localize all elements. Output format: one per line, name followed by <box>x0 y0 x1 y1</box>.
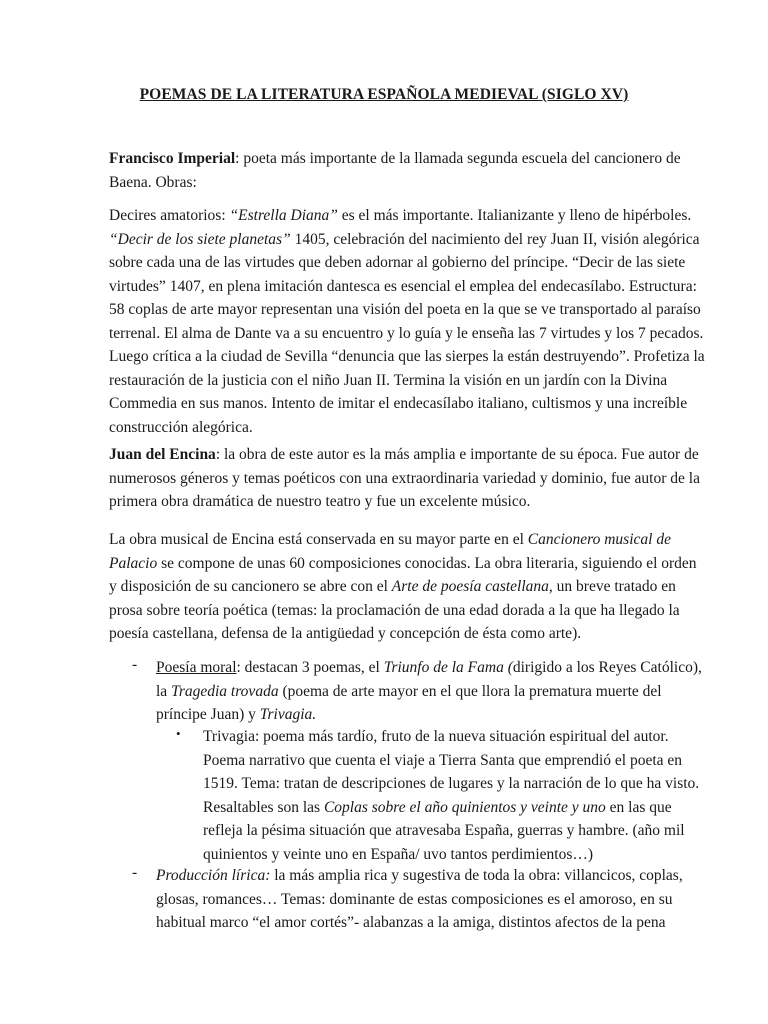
text-line: Trivagia: poema más tardío, fruto de la nueva situación espiritual del autor. <box>203 728 669 745</box>
text-line: construcción alegórica. <box>109 418 253 436</box>
text-span: en las que <box>605 798 672 816</box>
text-span: (poema de arte mayor en el que llora la prematura muerte del <box>278 682 662 700</box>
text-line: prosa sobre teoría poética (temas: la proclamación de una edad dorada a la que ha llegado la <box>109 601 680 619</box>
text-line <box>156 703 702 727</box>
text-line: primera obra dramática de nuestro teatro y fue un excelente músico. <box>109 493 531 510</box>
text-span: : poeta más importante de la llamada segunda escuela del cancionero de <box>235 150 681 167</box>
paragraph-francisco-imperial <box>109 147 681 194</box>
list-item-heading: Poesía moral <box>156 659 237 676</box>
text-span: : destacan 3 poemas, el <box>236 659 384 676</box>
author-name: Juan del Encina <box>109 446 216 463</box>
text-span: : la obra de este autor es la más amplia e importante de su época. Fue autor de <box>215 446 699 463</box>
text-span: Decires amatorios: <box>109 207 230 224</box>
text-span: La obra musical de Encina está conservada en su mayor parte en el <box>109 531 528 548</box>
text-line: poesía castellana, defensa de la antigüedad y concepción de ésta como arte). <box>109 625 582 642</box>
text-line <box>109 575 676 599</box>
text-line <box>156 864 683 888</box>
text-span: Resaltables son las <box>203 798 324 816</box>
text-span: dirigido a los Reyes Católico), <box>512 659 702 676</box>
list-dash-marker: - <box>132 656 138 673</box>
text-line: 58 coplas de arte mayor representan una visión del poeta en la que se ve transportado al paraíso <box>109 301 701 318</box>
text-line <box>203 796 699 820</box>
work-title: Tragedia trovada <box>171 682 279 700</box>
text-line: Poema narrativo que cuenta el viaje a Tierra Santa que emprendió el poeta en <box>203 751 683 769</box>
work-title: Triunfo de la Fama ( <box>383 659 513 676</box>
text-line <box>109 443 699 467</box>
text-span: se compone de unas 60 composiciones conocidas. La obra literaria, siguiendo el orden <box>157 554 697 572</box>
work-title: Trivagia. <box>259 706 317 723</box>
text-line: numerosos géneros y temas poéticos con una extraordinaria variedad y dominio, fue autor de la <box>109 469 700 487</box>
paragraph-obra-musical <box>109 528 697 646</box>
text-span: príncipe Juan) y <box>156 706 260 723</box>
list-item-poesia-moral <box>156 656 702 727</box>
work-title: “Estrella Diana” <box>229 207 338 224</box>
work-title: Coplas sobre el año quinientos y veinte y uno <box>323 798 606 816</box>
text-line: glosas, romances… Temas: dominante de estas composiciones es el amoroso, en su <box>156 890 673 908</box>
text-line: habitual marco “el amor cortés”- alabanzas a la amiga, distintos afectos de la pena <box>156 914 666 931</box>
text-line: quinientos y veinte uno en España/ uvo tantos perdimientos…) <box>203 845 594 863</box>
text-span: y disposición de su cancionero se abre con el <box>109 578 392 595</box>
text-line: Luego crítica a la ciudad de Sevilla “denuncia que las sierpes la están destruyendo”. Profetiza la <box>109 348 705 365</box>
list-subitem-trivagia <box>203 725 699 866</box>
text-line <box>109 552 697 576</box>
text-line: Commedia en sus manos. Intento de imitar el endecasílabo italiano, cultismos y una increíble <box>109 395 688 412</box>
text-line: terrenal. El alma de Dante va a su encuentro y lo guía y le enseña las 7 virtudes y los 7 pecados. <box>109 324 704 342</box>
text-span: la <box>156 682 172 700</box>
text-line <box>109 147 681 171</box>
work-title: “Decir de los siete planetas” <box>109 230 291 248</box>
list-item-heading: Producción lírica: <box>156 867 271 884</box>
work-title: Cancionero musical de <box>527 531 671 548</box>
text-span: es el más importante. Italianizante y lleno de hipérboles. <box>337 207 692 224</box>
text-span: la más amplia rica y sugestiva de toda la obra: villancicos, coplas, <box>270 867 683 884</box>
text-line <box>109 204 692 228</box>
text-line: virtudes” 1407, en plena imitación dantesca es esencial el emplea del endecasílabo. Estructura: <box>109 277 697 295</box>
text-line: sobre cada una de las virtudes que deben adornar al gobierno del príncipe. “Decir de las siete <box>109 254 686 271</box>
text-line <box>109 528 669 552</box>
work-title: Arte de poesía castellana <box>391 578 549 595</box>
list-item-produccion-lirica <box>156 864 683 935</box>
text-line <box>109 228 700 252</box>
work-title: Palacio <box>109 554 158 572</box>
paragraph-juan-del-encina <box>109 443 700 514</box>
text-line: restauración de la justicia con el niño Juan II. Termina la visión en un jardín con la Divina <box>109 371 668 389</box>
text-line: 1519. Tema: tratan de descripciones de lugares y la narración de lo que ha visto. <box>203 775 700 792</box>
document-title: POEMAS DE LA LITERATURA ESPAÑOLA MEDIEVAL (SIGLO XV) <box>139 86 629 103</box>
author-name: Francisco Imperial <box>109 150 236 167</box>
text-line: Baena. Obras: <box>109 173 197 191</box>
text-line <box>156 680 702 704</box>
list-dash-marker: - <box>132 864 138 881</box>
text-span: , un breve tratado en <box>548 578 676 595</box>
text-line <box>156 656 702 680</box>
paragraph-decires <box>109 204 705 439</box>
list-bullet-marker: • <box>176 726 181 741</box>
text-span: 1405, celebración del nacimiento del rey Juan II, visión alegórica <box>290 230 700 248</box>
text-line: refleja la pésima situación que atravesaba España, guerras y hambre. (año mil <box>203 822 685 839</box>
